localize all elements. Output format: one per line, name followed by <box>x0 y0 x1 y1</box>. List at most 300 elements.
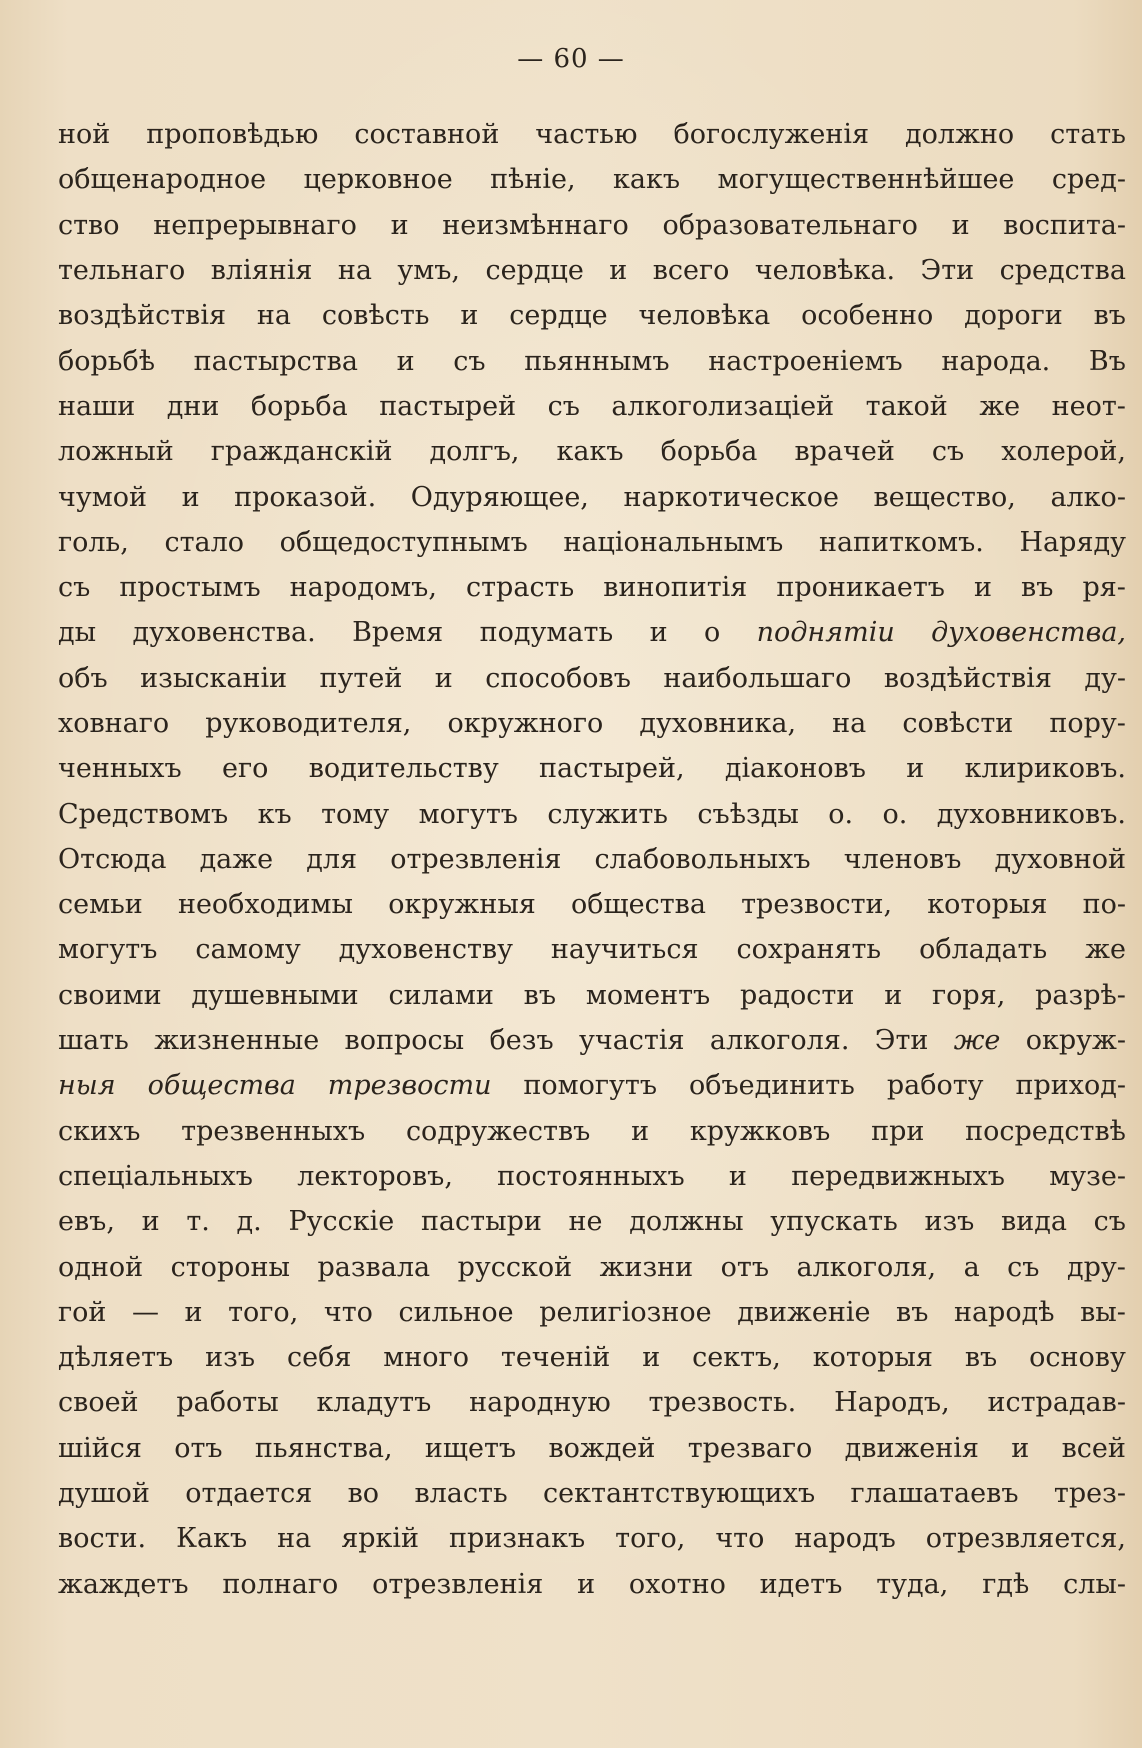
text-line <box>58 1562 1126 1607</box>
word: наши <box>58 390 136 422</box>
word: о. <box>828 798 854 830</box>
word: скихъ <box>58 1115 141 1147</box>
word: же <box>953 1025 1001 1057</box>
word: душевными <box>191 979 359 1011</box>
word: борьба <box>250 390 348 422</box>
word: и <box>390 209 409 241</box>
word: вопросы <box>344 1025 465 1057</box>
word: отрезвляется, <box>925 1523 1126 1555</box>
word: пьяннымъ <box>524 345 670 377</box>
word: духовенства, <box>931 617 1126 649</box>
word: ховнаго <box>58 708 170 739</box>
word: охотно <box>628 1568 726 1600</box>
word: трезвенныхъ <box>181 1115 366 1147</box>
word: ченныхъ <box>58 753 182 785</box>
word: шійся <box>58 1432 142 1464</box>
word: всего <box>652 255 730 287</box>
word: глашатаевъ <box>850 1478 1019 1510</box>
word: алкоголя, <box>796 1251 937 1283</box>
word: членовъ <box>843 843 962 875</box>
word: могутъ <box>418 798 518 830</box>
text-line <box>58 1290 1126 1335</box>
text-line <box>58 927 1126 972</box>
word: и <box>649 617 668 649</box>
word: совѣсть <box>321 300 430 332</box>
word: о <box>703 617 721 649</box>
word: и <box>184 1296 203 1328</box>
word: неот- <box>1051 390 1126 422</box>
word: что <box>323 1296 373 1328</box>
word: на <box>832 708 867 739</box>
text-line <box>58 882 1126 927</box>
word: движенія <box>844 1432 979 1464</box>
word: и <box>1011 1432 1030 1464</box>
word: путей <box>319 662 403 694</box>
word: самому <box>195 934 301 966</box>
word: голь, <box>58 526 129 558</box>
word: а <box>963 1251 980 1283</box>
word: окружныя <box>388 889 536 921</box>
text-line <box>58 293 1126 338</box>
word: какъ <box>613 164 681 196</box>
word: поднятіи <box>756 617 895 649</box>
word: жаждетъ <box>58 1568 189 1600</box>
word: и <box>906 753 925 785</box>
word: обладать <box>919 934 1048 966</box>
word: объ <box>58 662 108 694</box>
word: на <box>337 255 372 287</box>
word: непрерывнаго <box>153 209 357 241</box>
word: яркій <box>341 1523 420 1555</box>
word: даже <box>199 843 274 875</box>
word: должно <box>905 119 1015 151</box>
word: шать <box>58 1025 129 1057</box>
word: моментъ <box>585 979 711 1011</box>
word: Русскіе <box>288 1206 395 1238</box>
word: вліянія <box>210 255 313 287</box>
word: же <box>979 390 1021 422</box>
word: какъ <box>556 436 624 468</box>
text-line <box>58 520 1126 565</box>
word: при <box>871 1115 925 1147</box>
word: въ <box>1021 572 1054 604</box>
word: изъ <box>924 1206 975 1238</box>
word: Одуряющее, <box>410 481 589 513</box>
word: содружествъ <box>405 1115 591 1147</box>
word: трезвости, <box>741 889 893 921</box>
word: общества <box>147 1070 296 1102</box>
text-line <box>58 746 1126 791</box>
word: силами <box>388 979 494 1011</box>
word: полнаго <box>222 1568 339 1600</box>
word: простымъ <box>119 572 261 604</box>
word: для <box>306 843 358 875</box>
word: наибольшаго <box>663 662 852 694</box>
word: и <box>609 255 628 287</box>
word: діаконовъ <box>724 753 866 785</box>
word: пѣніе, <box>490 164 576 196</box>
word: человѣка <box>638 300 771 332</box>
word: общества <box>571 889 706 921</box>
word: борьбѣ <box>58 345 156 377</box>
word: много <box>383 1342 469 1374</box>
word: и <box>434 662 453 694</box>
word: борьба <box>660 436 758 468</box>
word: посредствѣ <box>965 1115 1126 1147</box>
word: духовной <box>994 843 1126 875</box>
word: пьянства, <box>254 1432 393 1464</box>
word: сред- <box>1051 164 1126 196</box>
text-line <box>58 1018 1126 1063</box>
word: его <box>222 753 269 785</box>
word: духовниковъ. <box>936 798 1126 830</box>
word: отрезвленія <box>390 843 562 875</box>
word: — <box>131 1296 159 1328</box>
text-line <box>58 1516 1126 1561</box>
word: съ <box>1007 1251 1040 1283</box>
word: и <box>951 209 970 241</box>
word: винопитія <box>603 572 748 604</box>
word: слы- <box>1063 1568 1126 1600</box>
word: вы- <box>1080 1296 1126 1328</box>
word: гражданскій <box>210 436 393 468</box>
word: холерой, <box>1001 436 1126 468</box>
word: вида <box>1001 1206 1067 1238</box>
text-line <box>58 837 1126 882</box>
word: окружного <box>447 708 604 739</box>
word: отъ <box>720 1251 770 1283</box>
word: тому <box>321 798 390 830</box>
word: Наряду <box>1019 526 1126 558</box>
word: во <box>347 1478 380 1510</box>
page-number: — 60 — <box>517 44 625 74</box>
word: народную <box>469 1387 611 1419</box>
word: сильное <box>398 1296 514 1328</box>
word: ду- <box>1084 662 1126 694</box>
word: съ <box>931 436 965 468</box>
word: и <box>884 979 903 1011</box>
word: народѣ <box>953 1296 1055 1328</box>
word: упускать <box>770 1206 898 1238</box>
word: пору- <box>1049 708 1126 739</box>
word: и <box>631 1115 650 1147</box>
word: по- <box>1082 889 1126 921</box>
word: стало <box>164 526 245 558</box>
text-line <box>58 973 1126 1018</box>
word: совѣсти <box>902 708 1014 739</box>
word: Народъ, <box>834 1387 950 1419</box>
word: служить <box>547 798 669 830</box>
text-line <box>58 1426 1126 1471</box>
word: стороны <box>170 1251 290 1283</box>
word: страсть <box>466 572 575 604</box>
text-line <box>58 1154 1126 1199</box>
word: пастырей, <box>539 753 685 785</box>
word: основу <box>1029 1342 1126 1374</box>
word: въ <box>1093 300 1126 332</box>
text-line <box>58 203 1126 248</box>
word: клириковъ. <box>964 753 1126 785</box>
word: безъ <box>489 1025 554 1057</box>
word: теченій <box>500 1342 611 1374</box>
word: долгъ, <box>429 436 520 468</box>
word: сохранять <box>736 934 882 966</box>
word: вещество, <box>873 481 1016 513</box>
word: подумать <box>479 617 614 649</box>
word: народъ <box>794 1523 896 1555</box>
word: помогутъ <box>523 1070 658 1102</box>
word: вождей <box>548 1432 656 1464</box>
word: ря- <box>1082 572 1126 604</box>
word: научиться <box>550 934 699 966</box>
word: на <box>256 300 291 332</box>
word: о. <box>882 798 908 830</box>
word: душой <box>58 1478 150 1510</box>
text-line <box>58 701 1126 746</box>
word: жизненные <box>154 1025 320 1057</box>
word: ство <box>58 209 120 241</box>
word: алкоголя. <box>709 1025 850 1057</box>
word: наркотическое <box>623 481 839 513</box>
word: дороги <box>964 300 1063 332</box>
word: отдается <box>185 1478 313 1510</box>
word: туда, <box>876 1568 949 1600</box>
word: Отсюда <box>58 843 167 875</box>
word: воздѣйствія <box>883 662 1052 694</box>
word: ды <box>58 617 97 649</box>
word: участія <box>578 1025 685 1057</box>
word: сердце <box>485 255 584 287</box>
word: врачей <box>794 436 895 468</box>
word: общедоступнымъ <box>279 526 528 558</box>
word: дру- <box>1066 1251 1126 1283</box>
word: алкоголизаціей <box>611 390 835 422</box>
text-line <box>58 656 1126 701</box>
word: способовъ <box>485 662 631 694</box>
word: Время <box>352 617 444 649</box>
word: работу <box>886 1070 984 1102</box>
word: трезвости <box>327 1070 492 1102</box>
word: воздѣйствія <box>58 300 227 332</box>
word: себя <box>286 1342 352 1374</box>
word: чумой <box>58 481 147 513</box>
word: духовенства. <box>132 617 316 649</box>
word: Эти <box>874 1025 929 1057</box>
word: духовенству <box>338 934 513 966</box>
word: проникаетъ <box>776 572 945 604</box>
text-line <box>58 157 1126 202</box>
word: развала <box>317 1251 431 1283</box>
word: того, <box>615 1523 686 1555</box>
word: должны <box>629 1206 744 1238</box>
word: дѣляетъ <box>58 1342 174 1374</box>
word: слабовольныхъ <box>594 843 811 875</box>
word: трезвость. <box>648 1387 797 1419</box>
word: и <box>642 1342 661 1374</box>
word: ложный <box>58 436 174 468</box>
word: могутъ <box>58 934 158 966</box>
word: стать <box>1050 119 1126 151</box>
text-line <box>58 429 1126 474</box>
word: особенно <box>801 300 934 332</box>
word: тельнаго <box>58 255 186 287</box>
word: идетъ <box>759 1568 843 1600</box>
word: Эти <box>920 255 975 287</box>
word: народа. <box>941 345 1051 377</box>
word: объединить <box>688 1070 855 1102</box>
word: напиткомъ. <box>818 526 984 558</box>
word: проказой. <box>234 481 377 513</box>
word: пастыри <box>420 1206 542 1238</box>
word: ищетъ <box>424 1432 517 1464</box>
word: съ <box>58 572 91 604</box>
word: разрѣ- <box>1035 979 1126 1011</box>
word: гдѣ <box>982 1568 1030 1600</box>
word: духовника, <box>639 708 797 739</box>
word: работы <box>176 1387 279 1419</box>
word: неизмѣннаго <box>442 209 629 241</box>
word: приход- <box>1015 1070 1126 1102</box>
word: лекторовъ, <box>297 1160 453 1192</box>
word: и <box>181 481 200 513</box>
word: семьи <box>58 889 143 921</box>
word: же <box>1085 934 1126 966</box>
word: кружковъ <box>689 1115 831 1147</box>
word: алко- <box>1050 481 1126 513</box>
word: проповѣдью <box>146 119 319 151</box>
word: пастырей <box>379 390 517 422</box>
word: народомъ, <box>289 572 437 604</box>
word: національнымъ <box>563 526 784 558</box>
word: съ <box>453 345 486 377</box>
word: Средствомъ <box>58 798 229 830</box>
word: такой <box>865 390 948 422</box>
word: дни <box>166 390 220 422</box>
text-line <box>58 610 1126 655</box>
text-line <box>58 112 1126 157</box>
word: образовательнаго <box>662 209 918 241</box>
word: русской <box>457 1251 573 1283</box>
word: отъ <box>174 1432 223 1464</box>
word: евъ, <box>58 1206 115 1238</box>
text-line <box>58 1109 1126 1154</box>
word: которыя <box>927 889 1048 921</box>
word: на <box>277 1523 312 1555</box>
word: богослуженія <box>673 119 870 151</box>
text-line <box>58 1335 1126 1380</box>
word: Какъ <box>176 1523 248 1555</box>
word: того, <box>228 1296 299 1328</box>
word: составной <box>354 119 500 151</box>
word: власть <box>414 1478 508 1510</box>
word: и <box>973 572 992 604</box>
word: постоянныхъ <box>497 1160 685 1192</box>
text-line <box>58 384 1126 429</box>
word: изъ <box>205 1342 256 1374</box>
text-line <box>58 565 1126 610</box>
word: кладутъ <box>316 1387 432 1419</box>
text-line <box>58 338 1126 383</box>
word: съ <box>547 390 580 422</box>
word: общенародное <box>58 164 267 196</box>
word: Въ <box>1088 345 1126 377</box>
word: т. <box>186 1206 210 1238</box>
word: руководителя, <box>205 708 412 739</box>
word: горя, <box>932 979 1006 1011</box>
word: и <box>396 345 415 377</box>
word: трез- <box>1053 1478 1126 1510</box>
text-line <box>58 248 1126 293</box>
word: необходимы <box>177 889 354 921</box>
word: человѣка. <box>754 255 896 287</box>
word: ной <box>58 119 111 151</box>
word: гой <box>58 1296 107 1328</box>
word: радости <box>740 979 855 1011</box>
word: изысканіи <box>140 662 288 694</box>
body-text <box>58 112 1126 1607</box>
word: спеціальныхъ <box>58 1160 253 1192</box>
word: и <box>577 1568 596 1600</box>
word: и <box>460 300 479 332</box>
word: вости. <box>58 1523 147 1555</box>
text-line <box>58 1471 1126 1516</box>
word: пастырства <box>193 345 358 377</box>
word: отрезвленія <box>372 1568 544 1600</box>
word: признакъ <box>449 1523 586 1555</box>
word: средства <box>999 255 1126 287</box>
text-line <box>58 1063 1126 1108</box>
text-line <box>58 1199 1126 1244</box>
text-line <box>58 474 1126 519</box>
text-line <box>58 1380 1126 1425</box>
word: которыя <box>812 1342 933 1374</box>
text-line <box>58 791 1126 836</box>
word: и <box>728 1160 747 1192</box>
word: что <box>715 1523 765 1555</box>
word: одной <box>58 1251 144 1283</box>
word: жизни <box>599 1251 694 1283</box>
word: къ <box>257 798 292 830</box>
word: своими <box>58 979 162 1011</box>
word: частью <box>535 119 638 151</box>
word: окруж- <box>1025 1025 1126 1057</box>
word: въ <box>964 1342 998 1374</box>
word: музе- <box>1049 1160 1126 1192</box>
word: умъ, <box>397 255 461 287</box>
word: истрадав- <box>987 1387 1126 1419</box>
word: ныя <box>58 1070 116 1102</box>
word: могущественнѣйшее <box>717 164 1015 196</box>
word: церковное <box>303 164 453 196</box>
word: сердце <box>509 300 608 332</box>
word: и <box>141 1206 160 1238</box>
word: воспита- <box>1003 209 1126 241</box>
word: съѣзды <box>697 798 799 830</box>
word: не <box>568 1206 603 1238</box>
text-line <box>58 1244 1126 1289</box>
word: въ <box>523 979 557 1011</box>
word: всей <box>1061 1432 1126 1464</box>
word: движеніе <box>737 1296 871 1328</box>
word: передвижныхъ <box>791 1160 1005 1192</box>
word: д. <box>236 1206 262 1238</box>
word: настроеніемъ <box>708 345 903 377</box>
word: въ <box>896 1296 929 1328</box>
word: трезваго <box>687 1432 813 1464</box>
word: сектъ, <box>692 1342 781 1374</box>
word: сектантствующихъ <box>543 1478 816 1510</box>
word: съ <box>1093 1206 1126 1238</box>
